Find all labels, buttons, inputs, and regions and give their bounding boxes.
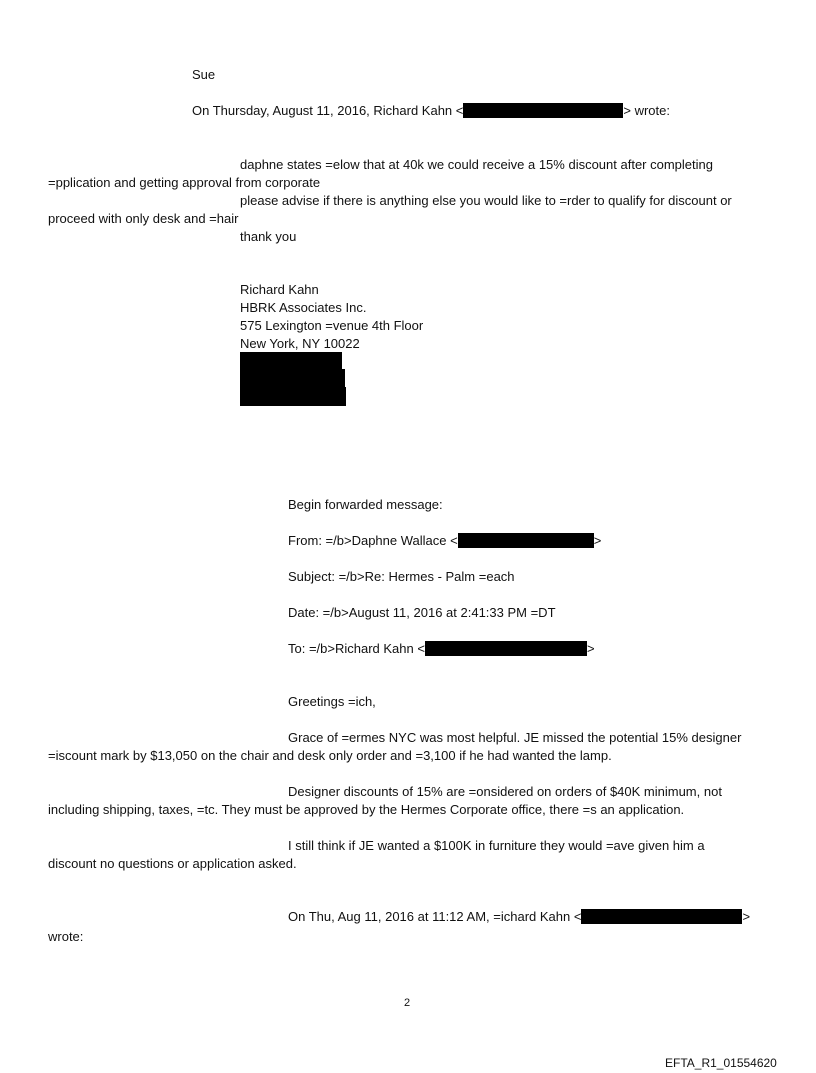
signature-company: HBRK Associates Inc.	[240, 300, 367, 315]
signature-city: New York, NY 10022	[240, 336, 360, 351]
quoted-header-line	[288, 909, 750, 925]
on-thu-close: >	[742, 909, 751, 924]
quoted-header-line	[192, 103, 670, 119]
to-prefix: To: =/b>Richard Kahn <	[288, 641, 425, 656]
body-line: thank you	[240, 229, 297, 244]
paragraph-line: discount no questions or application asked.	[48, 856, 297, 871]
quoted-header-suffix: > wrote:	[623, 103, 670, 118]
from-prefix: From: =/b>Daphne Wallace <	[288, 533, 458, 548]
body-line: daphne states =elow that at 40k we could receive a 15% discount after completing	[240, 157, 713, 172]
redaction-bar	[458, 533, 594, 548]
body-line: proceed with only desk and =hair	[48, 211, 239, 226]
body-line: =pplication and getting approval from corporate	[48, 175, 321, 190]
body-line: please advise if there is anything else you would like to =rder to qualify for discount or	[240, 193, 732, 208]
paragraph-line: I still think if JE wanted a $100K in furniture they would =ave given him a	[288, 838, 705, 853]
redaction-block	[240, 387, 346, 406]
wrote-line: wrote:	[48, 929, 84, 944]
on-thu-prefix: On Thu, Aug 11, 2016 at 11:12 AM, =ichard Kahn <	[288, 909, 582, 924]
redaction-bar	[463, 103, 623, 118]
paragraph-line: =iscount mark by $13,050 on the chair and desk only order and =3,100 if he had wanted the lamp.	[48, 748, 612, 763]
signoff: Sue	[192, 67, 216, 82]
quoted-header-prefix: On Thursday, August 11, 2016, Richard Kahn <	[192, 103, 464, 118]
signature-address: 575 Lexington =venue 4th Floor	[240, 318, 424, 333]
forward-greeting: Greetings =ich,	[288, 694, 376, 709]
forward-from	[288, 533, 601, 549]
paragraph-line: Grace of =ermes NYC was most helpful. JE missed the potential 15% designer	[288, 730, 742, 745]
forward-date: Date: =/b>August 11, 2016 at 2:41:33 PM =DT	[288, 605, 556, 620]
document-id: EFTA_R1_01554620	[665, 1056, 777, 1070]
redaction-block	[240, 369, 345, 388]
paragraph-line: including shipping, taxes, =tc. They must be approved by the Hermes Corporate office, there =s an application.	[48, 802, 685, 817]
to-close: >	[586, 641, 595, 656]
forward-intro: Begin forwarded message:	[288, 497, 443, 512]
redaction-bar	[425, 641, 587, 656]
redaction-block	[240, 352, 342, 370]
forward-to	[288, 641, 595, 657]
paragraph-line: Designer discounts of 15% are =onsidered on orders of $40K minimum, not	[288, 784, 722, 799]
from-close: >	[593, 533, 602, 548]
signature-name: Richard Kahn	[240, 282, 319, 297]
redaction-bar	[581, 909, 742, 924]
page-number: 2	[404, 997, 411, 1009]
forward-subject: Subject: =/b>Re: Hermes - Palm =each	[288, 569, 515, 584]
